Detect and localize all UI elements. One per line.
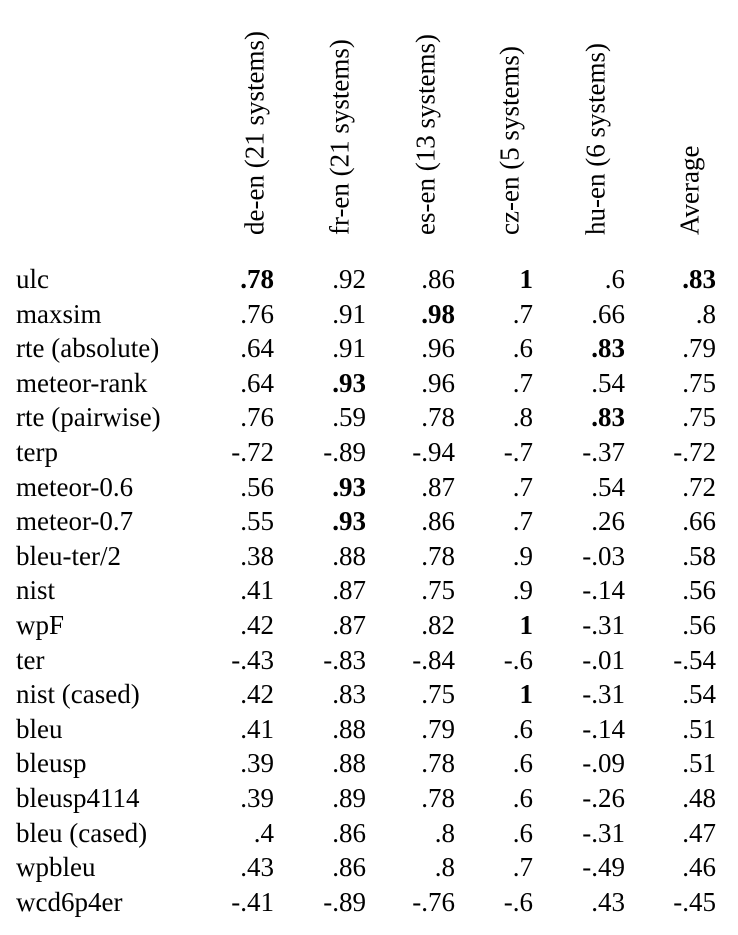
score-cell: -.31 xyxy=(582,679,625,710)
metric-name: bleusp xyxy=(16,748,87,779)
metric-name: wpbleu xyxy=(16,852,96,883)
score-cell: 1 xyxy=(519,679,533,710)
score-cell: .64 xyxy=(240,333,274,364)
score-cell: .7 xyxy=(512,298,533,329)
table-row xyxy=(0,608,738,643)
column-header xyxy=(318,14,362,262)
score-cell: .8 xyxy=(695,298,716,329)
score-cell: .38 xyxy=(240,540,274,571)
metric-name: maxsim xyxy=(16,298,102,329)
score-cell: -.31 xyxy=(582,610,625,640)
metric-name: bleusp4114 xyxy=(16,783,140,813)
score-cell: .72 xyxy=(682,471,716,502)
score-cell: .43 xyxy=(240,852,274,883)
score-cell: -.76 xyxy=(412,886,455,917)
score-cell: .91 xyxy=(332,298,366,329)
column-header-label: cz-en (5 systems) xyxy=(494,46,525,235)
score-cell: .79 xyxy=(421,713,455,744)
metric-name: rte (pairwise) xyxy=(16,402,161,433)
score-cell: -.26 xyxy=(582,783,625,813)
score-cell: .54 xyxy=(591,367,625,398)
table-row xyxy=(0,297,738,332)
score-cell: .88 xyxy=(332,748,366,779)
score-cell: .93 xyxy=(332,367,366,398)
score-cell: -.89 xyxy=(323,886,366,917)
score-cell: .78 xyxy=(421,402,455,433)
metric-name: wpF xyxy=(16,610,65,640)
score-cell: .79 xyxy=(682,333,716,364)
metric-name: nist (cased) xyxy=(16,679,140,710)
score-cell: .47 xyxy=(682,817,716,848)
metric-name: ulc xyxy=(16,264,49,294)
score-cell: .76 xyxy=(240,298,274,329)
column-header-label: fr-en (21 systems) xyxy=(324,39,355,235)
metric-name: meteor-rank xyxy=(16,367,148,398)
score-cell: -.6 xyxy=(503,886,533,917)
table-row xyxy=(0,746,738,781)
score-cell: .87 xyxy=(421,471,455,502)
score-cell: .6 xyxy=(512,817,533,848)
score-cell: .55 xyxy=(240,506,274,537)
score-cell: .89 xyxy=(332,783,366,813)
score-cell: -.41 xyxy=(231,886,274,917)
score-cell: .78 xyxy=(421,783,455,813)
score-cell: -.84 xyxy=(412,644,455,675)
score-cell: .86 xyxy=(421,506,455,537)
metric-name: nist xyxy=(16,575,56,606)
score-cell: .66 xyxy=(682,506,716,537)
score-cell: .8 xyxy=(512,402,533,433)
score-cell: .56 xyxy=(682,575,716,606)
score-cell: .59 xyxy=(332,402,366,433)
table-row xyxy=(0,539,738,574)
score-cell: .7 xyxy=(512,367,533,398)
score-cell: -.45 xyxy=(673,886,716,917)
score-cell: 1 xyxy=(519,610,533,640)
metric-name: bleu xyxy=(16,713,63,744)
score-cell: .75 xyxy=(682,402,716,433)
score-cell: .88 xyxy=(332,713,366,744)
score-cell: .75 xyxy=(421,575,455,606)
metric-name: wcd6p4er xyxy=(16,886,123,917)
score-cell: .78 xyxy=(240,264,274,294)
score-cell: .87 xyxy=(332,610,366,640)
metric-name: meteor-0.7 xyxy=(16,506,134,537)
score-cell: .39 xyxy=(240,783,274,813)
score-cell: .41 xyxy=(240,575,274,606)
table-row xyxy=(0,885,738,920)
table-row xyxy=(0,712,738,747)
score-cell: .46 xyxy=(682,852,716,883)
score-cell: .96 xyxy=(421,333,455,364)
score-cell: -.83 xyxy=(323,644,366,675)
table-row xyxy=(0,816,738,851)
column-header xyxy=(233,14,277,262)
score-cell: .6 xyxy=(512,783,533,813)
score-cell: .56 xyxy=(682,610,716,640)
score-cell: .54 xyxy=(682,679,716,710)
score-cell: -.37 xyxy=(582,437,625,467)
score-cell: -.14 xyxy=(582,575,625,606)
score-cell: .41 xyxy=(240,713,274,744)
score-cell: .75 xyxy=(682,367,716,398)
score-cell: .98 xyxy=(421,298,455,329)
score-cell: .91 xyxy=(332,333,366,364)
table-row xyxy=(0,400,738,435)
score-cell: -.09 xyxy=(582,748,625,779)
score-cell: .83 xyxy=(591,402,625,433)
score-cell: .4 xyxy=(253,817,274,848)
table-row xyxy=(0,677,738,712)
score-cell: -.01 xyxy=(582,644,625,675)
score-cell: .7 xyxy=(512,471,533,502)
metric-name: terp xyxy=(16,437,58,467)
score-cell: .66 xyxy=(591,298,625,329)
table-row xyxy=(0,573,738,608)
score-cell: .87 xyxy=(332,575,366,606)
score-cell: -.49 xyxy=(582,852,625,883)
score-cell: .6 xyxy=(512,713,533,744)
table-row xyxy=(0,643,738,678)
table-row xyxy=(0,781,738,816)
score-cell: .75 xyxy=(421,679,455,710)
score-cell: .82 xyxy=(421,610,455,640)
column-header-label: hu-en (6 systems) xyxy=(580,43,611,235)
score-cell: -.14 xyxy=(582,713,625,744)
table-row xyxy=(0,470,738,505)
score-cell: -.72 xyxy=(673,437,716,467)
score-cell: .83 xyxy=(682,264,716,294)
score-cell: .43 xyxy=(591,886,625,917)
score-cell: .42 xyxy=(240,679,274,710)
score-cell: .93 xyxy=(332,471,366,502)
score-cell: .54 xyxy=(591,471,625,502)
table-row xyxy=(0,331,738,366)
score-cell: 1 xyxy=(519,264,533,294)
score-cell: -.03 xyxy=(582,540,625,571)
score-cell: -.89 xyxy=(323,437,366,467)
table-row xyxy=(0,850,738,885)
score-cell: .7 xyxy=(512,852,533,883)
score-cell: .42 xyxy=(240,610,274,640)
score-cell: .48 xyxy=(682,783,716,813)
column-header-label: de-en (21 systems) xyxy=(239,31,270,235)
score-cell: .88 xyxy=(332,540,366,571)
score-cell: .78 xyxy=(421,748,455,779)
score-cell: .6 xyxy=(512,748,533,779)
score-cell: -.43 xyxy=(231,644,274,675)
score-cell: .92 xyxy=(332,264,366,294)
metric-name: rte (absolute) xyxy=(16,333,160,364)
table-row xyxy=(0,262,738,297)
score-cell: .93 xyxy=(332,506,366,537)
metric-name: bleu-ter/2 xyxy=(16,540,121,571)
score-cell: .56 xyxy=(240,471,274,502)
score-cell: .39 xyxy=(240,748,274,779)
column-header-label: es-en (13 systems) xyxy=(410,34,441,235)
score-cell: .58 xyxy=(682,540,716,571)
score-cell: .8 xyxy=(434,852,455,883)
score-cell: .8 xyxy=(434,817,455,848)
score-cell: .9 xyxy=(512,575,533,606)
score-cell: .51 xyxy=(682,748,716,779)
score-cell: .86 xyxy=(332,817,366,848)
score-cell: -.54 xyxy=(673,644,716,675)
column-header xyxy=(668,14,712,262)
score-cell: .78 xyxy=(421,540,455,571)
score-cell: .26 xyxy=(591,506,625,537)
score-cell: -.31 xyxy=(582,817,625,848)
score-cell: -.6 xyxy=(503,644,533,675)
score-cell: .83 xyxy=(332,679,366,710)
score-cell: .7 xyxy=(512,506,533,537)
column-header xyxy=(574,14,618,262)
score-cell: .51 xyxy=(682,713,716,744)
score-cell: -.94 xyxy=(412,437,455,467)
table-row xyxy=(0,435,738,470)
metric-name: meteor-0.6 xyxy=(16,471,134,502)
score-cell: -.72 xyxy=(231,437,274,467)
score-cell: .9 xyxy=(512,540,533,571)
score-cell: .64 xyxy=(240,367,274,398)
column-header xyxy=(404,14,448,262)
score-cell: -.7 xyxy=(503,437,533,467)
table-row xyxy=(0,504,738,539)
column-header xyxy=(488,14,532,262)
score-cell: .76 xyxy=(240,402,274,433)
score-cell: .6 xyxy=(512,333,533,364)
score-cell: .96 xyxy=(421,367,455,398)
table-row xyxy=(0,366,738,401)
score-cell: .83 xyxy=(591,333,625,364)
column-header-label: Average xyxy=(674,145,705,235)
metric-name: ter xyxy=(16,644,45,675)
metric-name: bleu (cased) xyxy=(16,817,148,848)
score-cell: .86 xyxy=(421,264,455,294)
score-cell: .6 xyxy=(604,264,625,294)
score-cell: .86 xyxy=(332,852,366,883)
